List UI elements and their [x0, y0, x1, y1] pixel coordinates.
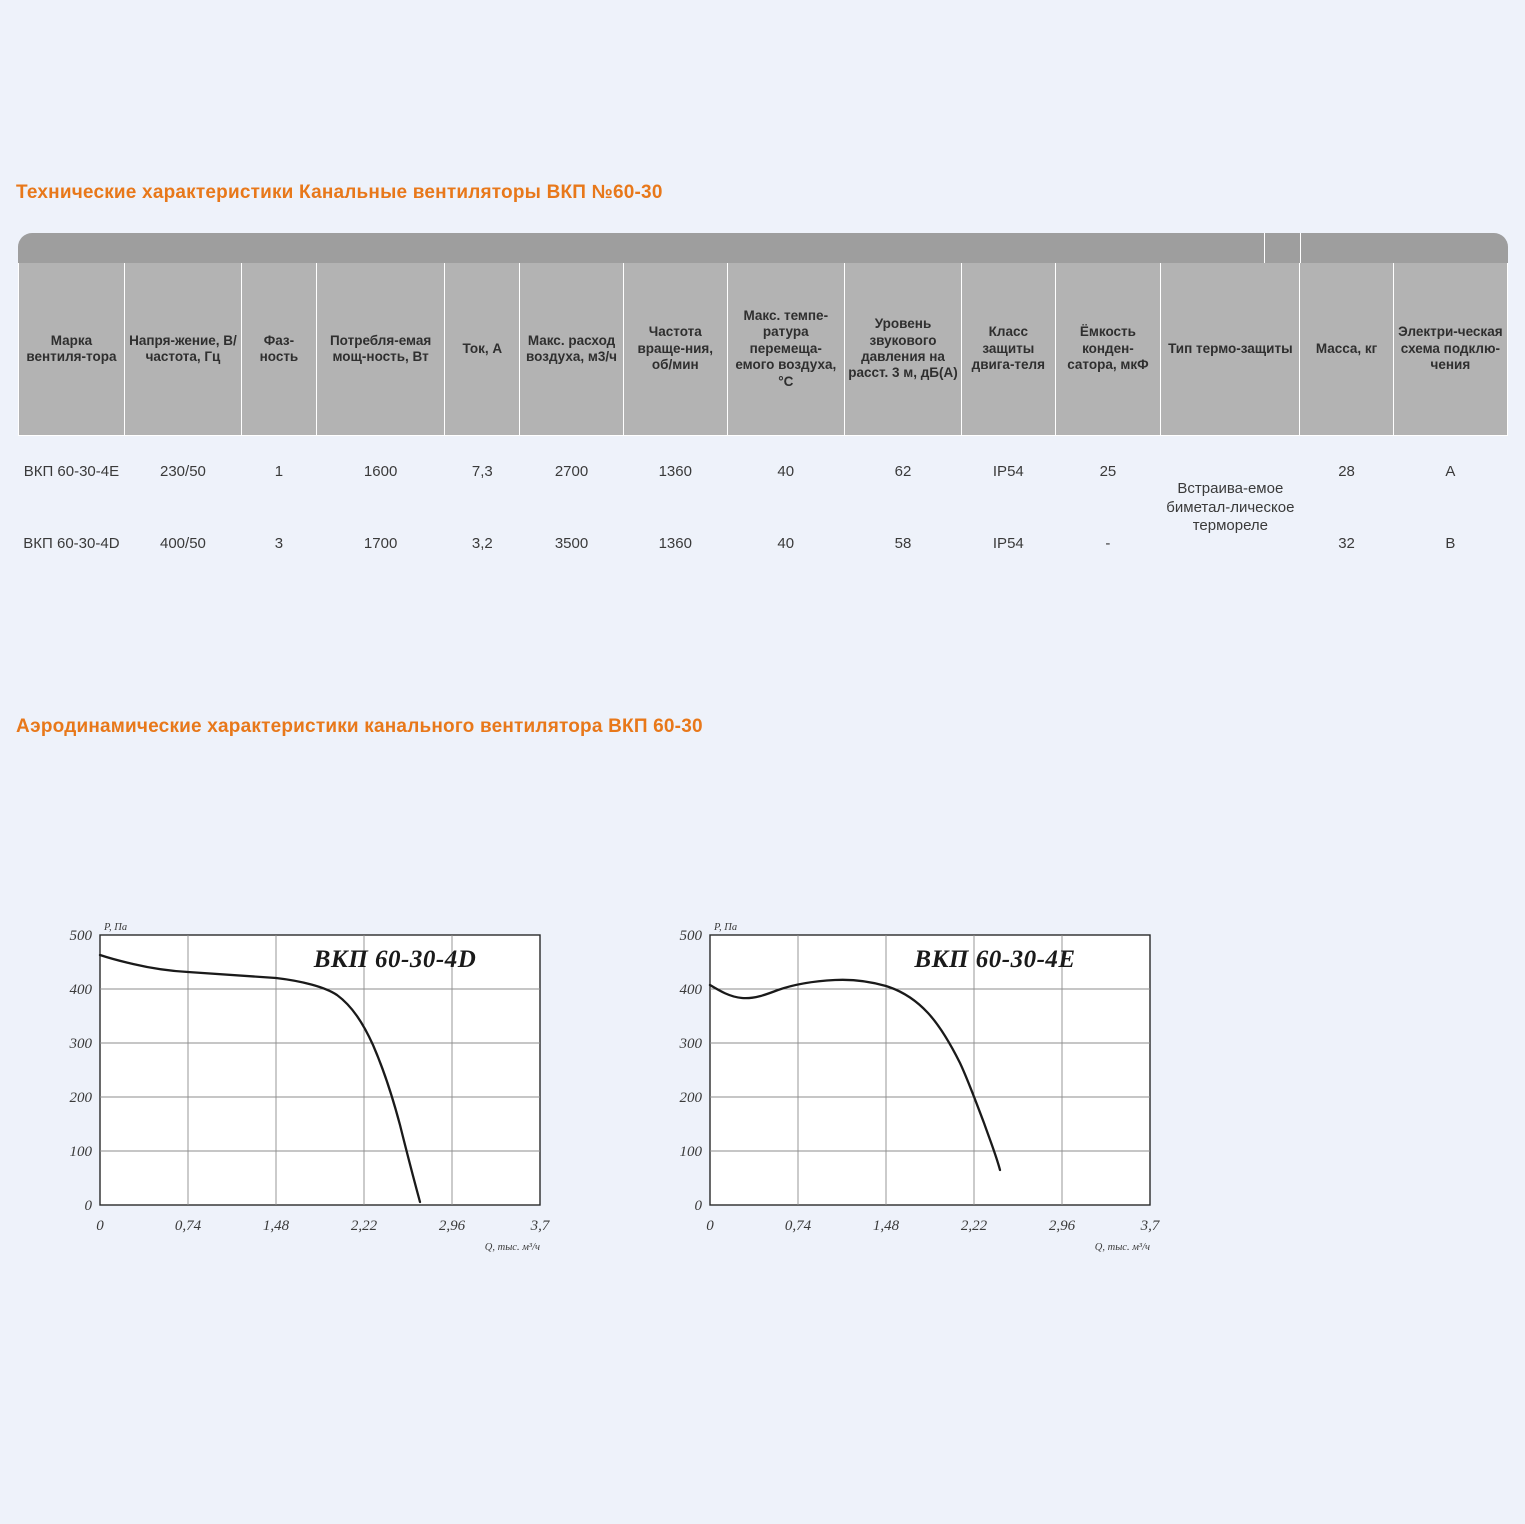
x-tick-074: 0,74: [784, 1218, 812, 1234]
y-axis-label: P, Па: [104, 922, 128, 933]
cell-protection: IP54: [992, 534, 1024, 552]
col-header-thermo: Тип термо-защиты: [1161, 263, 1300, 436]
y-tick-400: 400: [679, 982, 702, 998]
cell-airflow: 2700: [554, 462, 589, 480]
aero-chart-4d: [40, 905, 580, 1295]
col-header-protection: Класс защиты двига-теля: [962, 263, 1055, 436]
x-tick-37: 3,7: [530, 1218, 550, 1234]
chart-title-4e: ВКП 60-30-4E: [914, 946, 1076, 973]
x-tick-296: 2,96: [438, 1218, 466, 1234]
y-tick-500: 500: [69, 928, 92, 944]
col-header-max-temp: Макс. темпе-ратура перемеща-емого воздуха, °C: [727, 263, 844, 436]
y-tick-500: 500: [679, 928, 702, 944]
cell-noise: 62: [894, 462, 912, 480]
cell-power: 1600: [363, 462, 398, 480]
col-header-phases: Фаз-ность: [242, 263, 317, 436]
cell-scheme: B: [1445, 534, 1456, 552]
cell-model: ВКП 60-30-4E: [23, 462, 120, 480]
specs-table: [18, 263, 1508, 580]
col-header-rpm: Частота враще-ния, об/мин: [623, 263, 727, 436]
cell-rpm: 1360: [658, 534, 692, 552]
y-tick-100: 100: [679, 1144, 702, 1160]
x-tick-0: 0: [96, 1218, 104, 1234]
y-tick-300: 300: [69, 1036, 92, 1052]
cell-model: ВКП 60-30-4D: [23, 534, 120, 552]
cell-max-temp: 40: [777, 534, 795, 552]
col-header-capacitor: Ёмкость конден-сатора, мкФ: [1055, 263, 1161, 436]
table-header-row: [19, 263, 1508, 436]
cap-divider: [1300, 233, 1301, 263]
col-header-model: Марка вентиля-тора: [19, 263, 125, 436]
specs-section-title: Технические характеристики Канальные вентиляторы ВКП №60-30: [16, 181, 663, 203]
y-tick-400: 400: [69, 982, 92, 998]
cell-airflow: 3500: [554, 534, 589, 552]
col-header-voltage: Напря-жение, В/ частота, Гц: [124, 263, 241, 436]
x-tick-222: 2,22: [350, 1218, 378, 1234]
aero-chart-4e-svg: [650, 905, 1190, 1295]
cell-thermo: Встраива-емое биметал-лическое термореле: [1166, 479, 1295, 535]
cell-power: 1700: [363, 534, 398, 552]
y-tick-300: 300: [679, 1036, 702, 1052]
cell-mass: 28: [1338, 462, 1355, 480]
aero-chart-4d-svg: [40, 905, 580, 1295]
plot-area: [710, 935, 1150, 1205]
cell-phases: 1: [274, 462, 284, 480]
y-tick-100: 100: [69, 1144, 92, 1160]
col-header-airflow: Макс. расход воздуха, м3/ч: [520, 263, 624, 436]
cell-mass: 32: [1338, 534, 1355, 552]
x-tick-074: 0,74: [174, 1218, 202, 1234]
x-axis-label: Q, тыс. м³/ч: [484, 1242, 540, 1253]
aero-chart-4e: [650, 905, 1190, 1295]
cell-current: 7,3: [471, 462, 493, 480]
y-tick-200: 200: [69, 1090, 92, 1106]
x-tick-296: 2,96: [1048, 1218, 1076, 1234]
cell-voltage: 400/50: [160, 534, 206, 552]
plot-area: [100, 935, 540, 1205]
cell-protection: IP54: [992, 462, 1024, 480]
col-header-mass: Масса, кг: [1300, 263, 1393, 436]
y-tick-200: 200: [679, 1090, 702, 1106]
cap-divider: [1264, 233, 1265, 263]
cell-max-temp: 40: [777, 462, 795, 480]
y-tick-0: 0: [84, 1198, 92, 1214]
cell-noise: 58: [894, 534, 912, 552]
table-header-cap: [18, 233, 1508, 263]
cell-voltage: 230/50: [160, 462, 206, 480]
y-axis-label: P, Па: [714, 922, 738, 933]
col-header-noise: Уровень звукового давления на расст. 3 м, дБ(А): [844, 263, 961, 436]
x-tick-37: 3,7: [1140, 1218, 1160, 1234]
cell-scheme: A: [1445, 462, 1456, 480]
x-tick-0: 0: [706, 1218, 714, 1234]
x-tick-148: 1,48: [872, 1218, 900, 1234]
x-axis-label: Q, тыс. м³/ч: [1094, 1242, 1150, 1253]
chart-title-4d: ВКП 60-30-4D: [313, 946, 477, 973]
col-header-power: Потребля-емая мощ-ность, Вт: [316, 263, 445, 436]
y-tick-0: 0: [694, 1198, 702, 1214]
x-tick-148: 1,48: [262, 1218, 290, 1234]
col-header-current: Ток, А: [445, 263, 520, 436]
specs-table-container: [18, 233, 1508, 580]
cell-current: 3,2: [471, 534, 493, 552]
cell-capacitor: 25: [1099, 462, 1117, 480]
cell-rpm: 1360: [658, 462, 692, 480]
cell-capacitor: -: [1105, 534, 1111, 552]
table-row: [19, 436, 1508, 509]
col-header-scheme: Электри-ческая схема подклю-чения: [1393, 263, 1507, 436]
x-tick-222: 2,22: [960, 1218, 988, 1234]
aero-section-title: Аэродинамические характеристики канального вентилятора ВКП 60-30: [16, 715, 703, 737]
cell-phases: 3: [274, 534, 284, 552]
